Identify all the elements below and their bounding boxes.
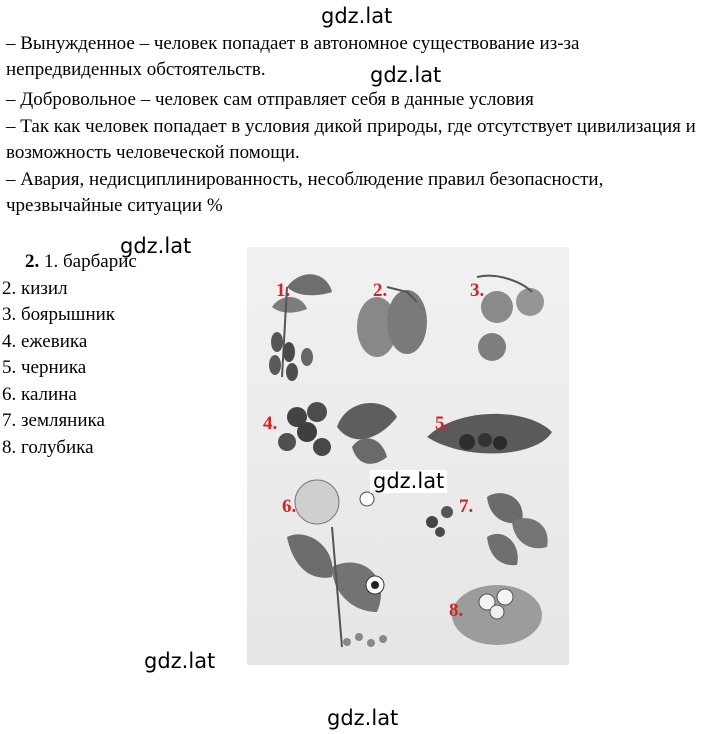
answer-list xyxy=(2,249,137,461)
watermark: gdz.lat xyxy=(324,707,401,730)
watermark: gdz.lat xyxy=(370,470,447,493)
list-item: 8. голубика xyxy=(2,436,94,458)
paragraph-2: – Добровольное – человек сам отправляет себя в данные условия xyxy=(6,89,534,110)
berries-drawing xyxy=(247,247,569,665)
plate-number: 1. xyxy=(276,280,291,301)
plate-number: 8. xyxy=(449,600,464,621)
paragraph-4: – Авария, недисциплинированность, несоблюдение правил безопасности, чрезвычайные ситуации % xyxy=(6,169,604,216)
list-item: 2. кизил xyxy=(2,277,68,299)
list-item: 6. калина xyxy=(2,383,77,405)
plate-number: 6. xyxy=(282,496,297,517)
watermark: gdz.lat xyxy=(141,650,218,673)
plate-number: 7. xyxy=(459,496,474,517)
watermark: gdz.lat xyxy=(318,5,395,28)
list-item: 2. 1. барбарис xyxy=(25,251,137,272)
list-item: 7. земляника xyxy=(2,410,105,431)
list-item: 5. черника xyxy=(2,357,87,378)
plate-number: 5. xyxy=(435,413,450,434)
task-number: 2. xyxy=(25,251,40,272)
paragraph-1: – Вынужденное – человек попадает в автономное существование из-за непредвиденных обстоятельств. xyxy=(6,33,580,80)
plate-number: 2. xyxy=(373,280,388,301)
watermark: gdz.lat xyxy=(117,235,194,258)
plate-number: 4. xyxy=(263,413,278,434)
plate-number: 3. xyxy=(470,280,485,301)
berries-illustration xyxy=(247,247,569,665)
list-item: 3. боярышник xyxy=(2,304,116,325)
paragraph-3: – Так как человек попадает в условия дикой природы, где отсутствует цивилизация и возможность человеческой помощи. xyxy=(6,116,696,163)
watermark: gdz.lat xyxy=(367,64,444,87)
list-item: 4. ежевика xyxy=(2,330,88,352)
